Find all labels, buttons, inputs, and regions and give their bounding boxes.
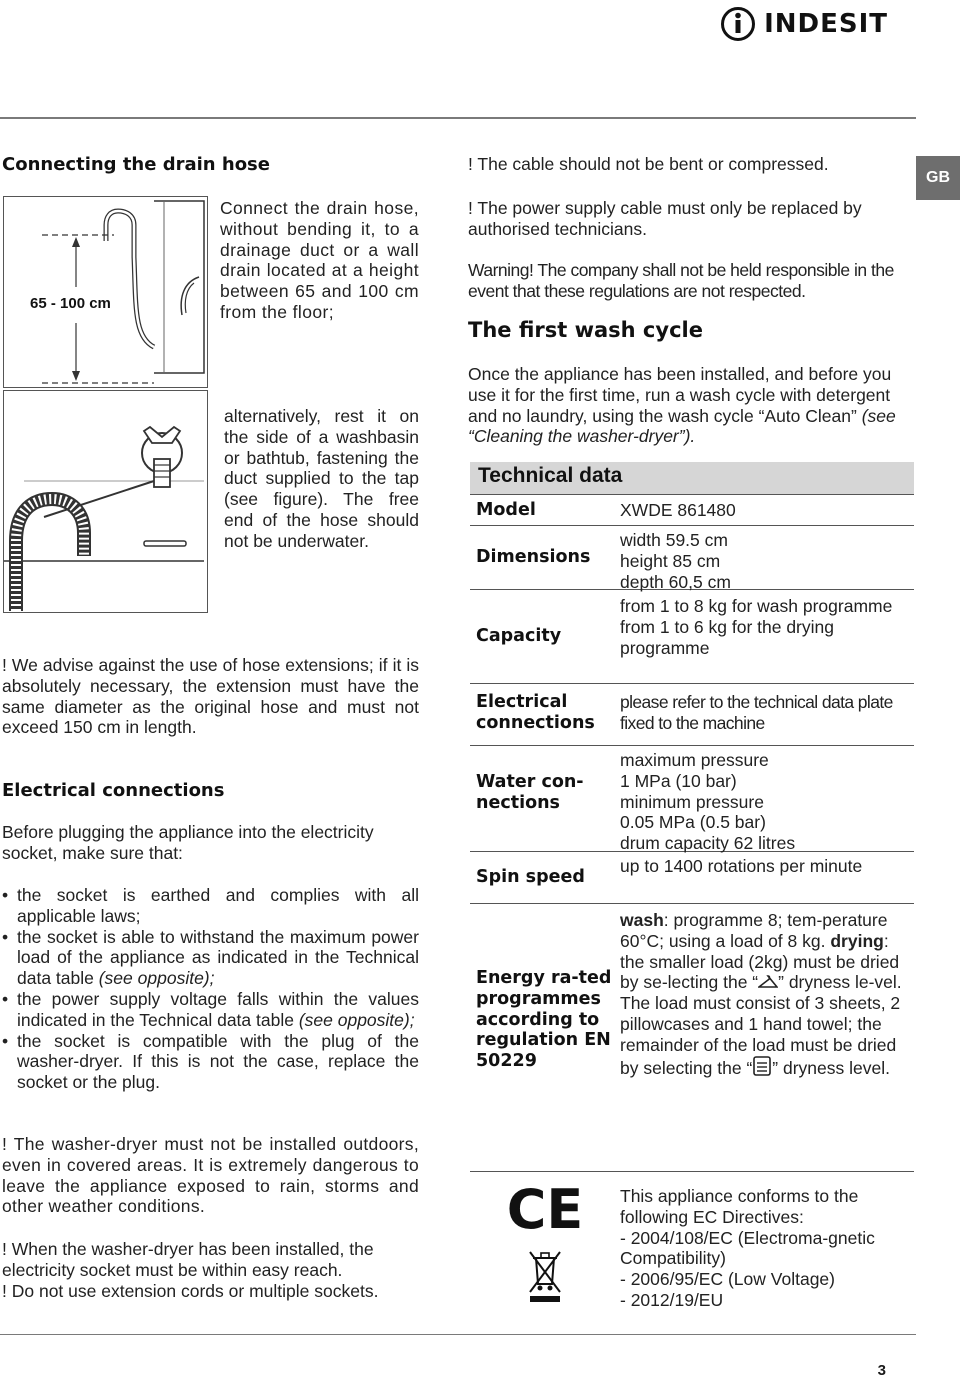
header-divider (0, 117, 916, 119)
table-row-electrical (470, 684, 914, 746)
washbasin-instruction-text: alternatively, rest it on the side of a washbasin or bathtub, fastening the duct supplied to the tap (see figure). The free end of the hose should not be underwater. (224, 406, 419, 551)
checklist-item: • the socket is compatible with the plug of the washer-dryer. If this is not the case, replace the socket or the plug. (2, 1031, 419, 1093)
table-row-water (470, 746, 914, 852)
page-number: 3 (877, 1362, 886, 1379)
brand-name: INDESIT (764, 9, 888, 39)
water-label: Water con-nections (476, 772, 584, 813)
ce-mark-icon (490, 1184, 600, 1308)
brand-logo (720, 4, 888, 44)
footer-divider (0, 1334, 916, 1335)
extension-cord-warning: ! Do not use extension cords or multiple sockets. (2, 1281, 379, 1301)
technical-data-table (470, 462, 914, 1318)
energy-label: Energy ra-ted programmes according to regulation EN 50229 (476, 968, 612, 1072)
energy-value: wash: programme 8; tem-perature 60°C; using a load of 8 kg. drying: the smaller load (2kg) must be dried by se-lecting the “ ” dryness le-vel. The load must consist of 3 sheets, 2 pillowcases and 1 hand towel; the remainder of the load must be dried by selecting the “ ” dryness level. (620, 910, 902, 1078)
drain-height-figure (3, 196, 208, 388)
cable-replacement-warning: ! The power supply cable must only be replaced by authorised technicians. (468, 198, 862, 239)
checklist-item: • the power supply voltage falls within the values indicated in the Technical data table (see opposite); (2, 989, 419, 1031)
model-value: XWDE 861480 (620, 500, 736, 520)
electrical-label: Electrical connections (476, 692, 595, 733)
spin-label: Spin speed (476, 867, 585, 888)
drain-instruction-text: Connect the drain hose, without bending it, to a drainage duct or a wall drain located at a height between 65 and 100 cm from the floor; (220, 198, 419, 322)
checklist-item: • the socket is able to withstand the maximum power load of the appliance as indicated in the Technical data table (see opposite); (2, 927, 419, 989)
washbasin-illustration (4, 391, 206, 611)
electrical-connections-heading: Electrical connections (2, 780, 225, 801)
table-row-dimensions (470, 526, 914, 590)
language-tab: GB (916, 156, 960, 200)
company-responsibility-warning: Warning! The company shall not be held responsible in the event that these regulations are not respected. (468, 260, 894, 301)
electrical-intro-text: Before plugging the appliance into the electricity socket, make sure that: (2, 822, 374, 863)
electrical-checklist (2, 885, 419, 1093)
technical-data-title: Technical data (470, 462, 914, 494)
table-row-model (470, 494, 914, 526)
checklist-item: • the socket is earthed and complies with all applicable laws; (2, 885, 419, 927)
conformity-text: This appliance conforms to the following EC Directives: - 2004/108/EC (Electroma-gnetic Compatibility) - 2006/95/EC (Low Voltage) - 2012/19/EU (620, 1186, 875, 1310)
table-row-spin (470, 852, 914, 904)
socket-reach-warning: ! When the washer-dryer has been installed, the electricity socket must be within easy reach. (2, 1239, 374, 1280)
svg-text:CE: CE (506, 1184, 584, 1241)
cable-bend-warning: ! The cable should not be bent or compressed. (468, 154, 829, 174)
water-value: maximum pressure 1 MPa (10 bar) minimum pressure 0.05 MPa (0.5 bar) drum capacity 62 litres (620, 750, 796, 854)
first-wash-text: Once the appliance has been installed, and before you use it for the first time, run a wash cycle with detergent and no laundry, using the wash cycle “Auto Clean” (see “Cleaning the washer-dryer”). (468, 364, 896, 447)
drain-height-label: 65 - 100 cm (30, 295, 111, 312)
cupboard-dryness-icon (752, 1056, 772, 1076)
dimensions-value: width 59.5 cm height 85 cm depth 60,5 cm (620, 530, 731, 592)
table-row-capacity (470, 590, 914, 684)
hose-extension-warning: ! We advise against the use of hose extensions; if it is absolutely necessary, the extension must have the same diameter as the original hose and must not exceed 150 cm in length. (2, 655, 419, 738)
table-row-conformity (470, 1172, 914, 1318)
dimensions-label: Dimensions (476, 547, 591, 568)
certification-marks (470, 1172, 616, 1318)
washbasin-figure (3, 390, 208, 613)
electrical-value: please refer to the technical data plate fixed to the machine (620, 692, 893, 733)
capacity-label: Capacity (476, 626, 562, 647)
drain-height-illustration (4, 197, 206, 386)
capacity-value: from 1 to 8 kg for wash programme from 1 to 6 kg for the drying programme (620, 596, 893, 658)
hanger-dryness-icon (758, 974, 778, 990)
indesit-logo-icon (720, 6, 756, 42)
table-row-energy (470, 904, 914, 1172)
drain-hose-heading: Connecting the drain hose (2, 154, 270, 175)
outdoor-installation-warning: ! The washer-dryer must not be installed outdoors, even in covered areas. It is extremely dangerous to leave the appliance exposed to rain, storms and other weather conditions. (2, 1134, 419, 1217)
spin-value: up to 1400 rotations per minute (620, 856, 863, 876)
first-wash-heading: The first wash cycle (468, 318, 703, 342)
model-label: Model (476, 500, 536, 520)
